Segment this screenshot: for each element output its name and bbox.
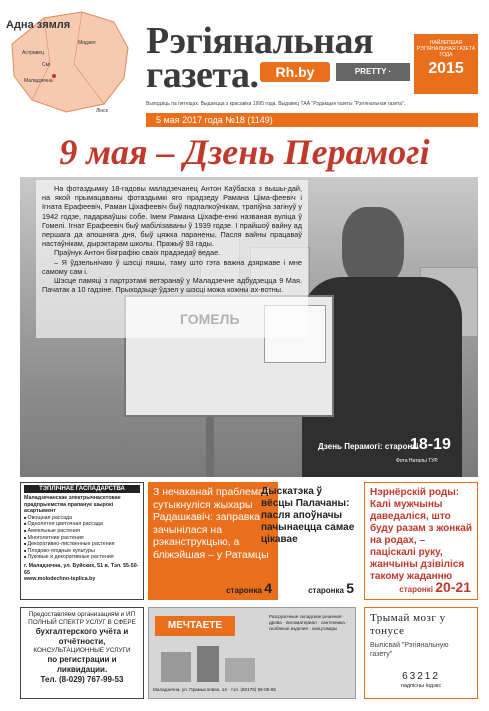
award-text: НАЙЛЕПШАЯ РЭГІЯНАЛЬНАЯ ГАЗЕТА ГОДА — [416, 40, 476, 58]
map-city-astravets: Астравец — [22, 50, 44, 56]
teaser-disco[interactable] — [256, 482, 360, 600]
caption-paragraph: Праўнук Антон біяграфію сваіх прадзедаў ведае. — [54, 248, 221, 258]
teaser-text: З нечаканай праблемай сутыкнуліся жыхары Радашкавіч: заправка зачынілася на рэканструкцыю, а бліжэйшая – у Ратамцы — [153, 486, 270, 561]
issue-date: 5 мая 2017 года №18 (1149) — [146, 113, 478, 127]
headline: 9 мая – Дзень Перамогі — [59, 132, 430, 172]
subscription-subtitle: Выпісвай "Рэгіянальную газету" — [370, 642, 449, 658]
caption-paragraph: – Я ўдзельнічаю ў шэсці пяшы, таму што гэта важна дзяржаве і мне самому сам і. — [42, 257, 302, 276]
caption-paragraph: Шэсце памяці з партрэтамі ветэранаў у Маладзечне адбудзецца 9 Мая. Пачатак а 10 гадзіне. Прыходзьце ўдзел у шэсці можа кожны ах-вотны. — [42, 276, 302, 295]
greenhouse-ad-intro: Маладзечанскае электрычнасетовае прадпрыемства прапануе шырокі асартымент — [24, 495, 121, 515]
greenhouse-ad — [20, 482, 144, 600]
accounting-ad-line: КОНСУЛЬТАЦИОННЫЕ УСЛУГИ — [33, 647, 131, 654]
award-badge — [414, 34, 478, 94]
teaser-partner-birth[interactable] — [364, 482, 478, 600]
logo-line1: Рэгіянальная — [146, 20, 374, 62]
store-products-icon — [159, 642, 259, 684]
publication-info: Выходзіць па пятніцах. Выдаецца з красавіка 1995 года. Выдавец ТАА "Рэдакцыя газеты "Рэгіянальная газета". — [146, 101, 406, 107]
accounting-ad-line: по регистрации и ликвидации. — [47, 655, 117, 674]
photo-person-head — [342, 207, 404, 287]
store-ad-footer: Маладзечна, ул. Прамысловая, 14 · тэл. (80176) 56-05-85 — [153, 687, 276, 692]
greenhouse-ad-site[interactable]: www.molodechno-teplica.by — [24, 576, 96, 583]
teaser-text: Дыскатэка ў вёсцы Палачаны: пасля апоўначы пачынаецца самае цікавае — [261, 486, 355, 545]
store-ad — [148, 607, 356, 699]
sign-pole — [206, 417, 214, 477]
subscription-title: Трымай мозг у тонусе — [370, 612, 446, 637]
teaser-text: Нэрнёрскій роды: Калі мужчыны даведаліся, што буду разам з жонкай на родах, – паціскалі руку, жанчыны дзівіліся такому жаданню — [370, 487, 472, 582]
list-item: ■ Луковые и декоративные растения — [24, 554, 140, 561]
map-title: Адна зямля — [6, 19, 71, 31]
teaser-page: старонкі 20-21 — [399, 579, 471, 595]
subscription-ad — [364, 607, 478, 699]
greenhouse-ad-address: г. Маладзечна, ул. Буйских, 51 в. Тэл. 55-50-65 — [24, 562, 139, 576]
award-year: 2015 — [428, 60, 464, 77]
caption-paragraph: На фотаздымку 18-гадовы маладзечанец Антон Каўбаска з вышы-дай, на якой прымацаваны фотаздымкі яго прадзеду Рамана Ціма-феевіч і Ігната Ерафеевіч, Раман Ціхафеевіч быў падпалкоўнікам, трапіўна загінуў у 1942 годзе, падарваўшы собе. Імем Рамана Ціхафе-енкі названая вуліца ў Гомелі. Ігнат Ерафеевіч быў мабілізаваны ў 1939 годзе. І прайшоў вайну ад першага да апошняга дня, быў цяжка паранены. Пасля вайны працаваў настаўнікам, дырэктарам школы. Пражыў 93 гады. — [42, 184, 302, 249]
logo-line2: газета. — [146, 54, 259, 96]
list-item: ■ Ампельные растения — [24, 528, 140, 535]
store-ad-banner: МЕЧТАЕТЕ — [155, 616, 235, 636]
list-item: ■ Однолетня цветочная рассада — [24, 521, 140, 528]
accounting-ad — [20, 607, 144, 699]
photo-caption — [36, 180, 308, 338]
photo-credit: Фота Натальі ТУР. — [396, 458, 439, 464]
subscription-index-number: 63212 — [402, 671, 440, 682]
greenhouse-ad-title: ТЭПЛІЧНАЕ ГАСПАДАРСТВА — [24, 485, 140, 493]
list-item: ■ Декоративно-лиственные растения — [24, 541, 140, 548]
accounting-ad-line: Предоставляем организациям и ИП — [28, 611, 136, 618]
list-item: ■ Многолетние растения — [24, 535, 140, 542]
list-item: ■ Овощная рассада — [24, 515, 140, 522]
accounting-ad-line: бухгалтерского учёта и отчётности, — [35, 627, 129, 646]
greenhouse-ad-list — [24, 515, 140, 561]
store-ad-list: Разгрузочные складские решения · дрова · пиломатериал · сантехника · скобяные изделия · канцтовары — [269, 614, 348, 631]
map-city-myadzel: Мядзел — [78, 40, 96, 46]
map-city-maladzechna: Маладзечна — [24, 78, 53, 84]
tv-logo: PRETTY · ТЭЛЕБАЧАННЕ — [336, 63, 410, 81]
photo-pages-label: Дзень Перамогі: старонкі — [318, 442, 419, 451]
accounting-ad-phone[interactable]: Тел. (8-029) 767-99-53 — [40, 675, 124, 684]
teaser-page: старонка 4 — [226, 580, 272, 596]
map-city-linsk: Лінск — [96, 108, 108, 114]
subscription-index-label: падпісны індэкс — [400, 683, 442, 689]
photo-pages-number[interactable]: 18-19 — [410, 436, 451, 453]
map-city-smi: Смі — [42, 62, 51, 68]
accounting-ad-line: ПОЛНЫЙ СПЕКТР УСЛУГ В СФЕРЕ — [28, 619, 136, 626]
teaser-page: старонка 5 — [308, 580, 354, 596]
list-item: ■ Плодово-ягодные культуры — [24, 548, 140, 555]
site-link[interactable]: Rh.by — [260, 62, 330, 82]
